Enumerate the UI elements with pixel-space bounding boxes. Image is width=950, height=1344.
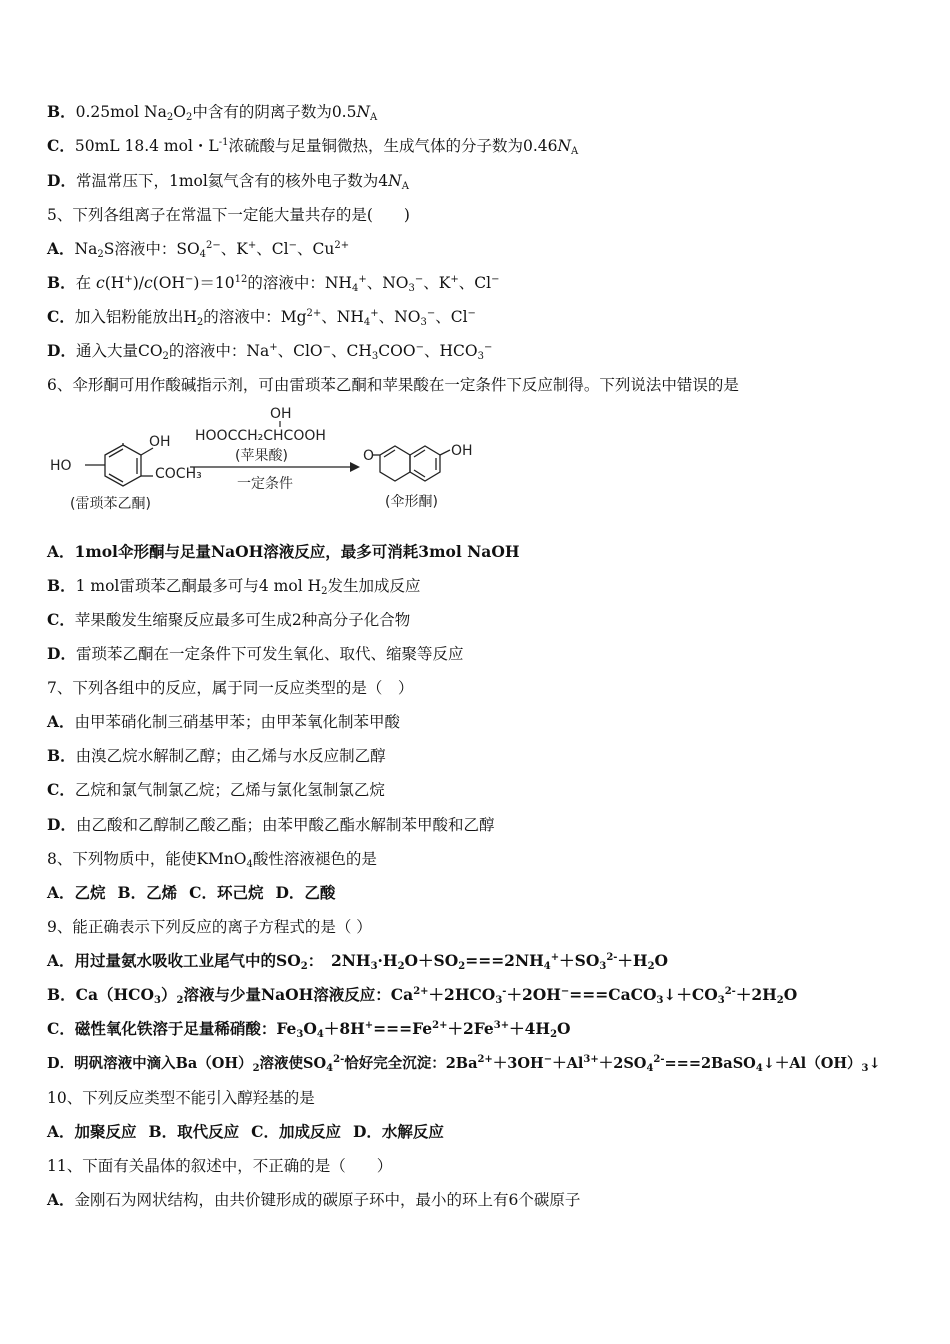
option-7a: A．由甲苯硝化制三硝基甲苯；由甲苯氧化制苯甲酸 <box>47 712 401 731</box>
question-6: 6、伞形酮可用作酸碱指示剂，可由雷琐苯乙酮和苹果酸在一定条件下反应制得。下列说法中错误的是 <box>47 376 739 394</box>
option-6c: C．苹果酸发生缩聚反应最多可生成2种高分子化合物 <box>47 610 411 629</box>
product-oh-label: OH <box>451 443 473 459</box>
question-9: 9、能正确表示下列反应的离子方程式的是（ ） <box>47 918 372 936</box>
reaction-scheme <box>45 400 495 525</box>
options-8: A．乙烷 B．乙烯 C．环己烷 D．乙酸 <box>47 883 336 902</box>
question-7: 7、下列各组中的反应，属于同一反应类型的是（ ） <box>47 679 414 697</box>
question-10: 10、下列反应类型不能引入醇羟基的是 <box>47 1089 315 1107</box>
option-5a: A．$Na_2S$溶液中：$SO_4^{2-}$、K+、Cl−、$Cu^{2+}$ <box>47 239 350 260</box>
reagent-oh-label: OH <box>270 406 292 422</box>
question-5: 5、下列各组离子在常温下一定能大量共存的是( ) <box>47 206 410 224</box>
option-9d: D．明矾溶液中滴入$Ba(OH)_2$溶液使$SO_4^{2-}$恰好完全沉淀：$2Ba^{2+}+3OH^-+Al^{3+}+2SO_4^{2-}===2BaSO_4↓+Al(OH)_3↓$ <box>47 1054 881 1074</box>
options-10: A．加聚反应 B．取代反应 C．加成反应 D．水解反应 <box>47 1122 444 1141</box>
option-5c: C．加入铝粉能放出$H_2$的溶液中：$Mg^{2+}$、$NH_4^+$、$NO_3^-$、Cl− <box>47 307 476 328</box>
option-7d: D．由乙酸和乙醇制乙酸乙酯；由苯甲酸乙酯水解制苯甲酸和乙醇 <box>47 815 495 834</box>
option-9a: A．用过量氨水吸收工业尾气中的$SO_2$： $2NH_3\cdot H_2O+SO_2===2NH_4^++SO_3^{2-}+H_2O$ <box>47 951 669 972</box>
reactant-coch3-label: COCH₃ <box>155 466 202 482</box>
question-8: 8、下列物质中，能使KMnO$_4$酸性溶液褪色的是 <box>47 850 377 870</box>
resacetophenone-structure <box>85 443 153 486</box>
option-5b: B．在 $c(H^+)/c(OH^-)=10^{12}$的溶液中：$NH_4^+$、$NO_3^-$、K+、Cl− <box>47 273 500 294</box>
option-9b: B．$Ca(HCO_3)_2$溶液与少量NaOH溶液反应：$Ca^{2+}+2HCO_3^-+2OH^-===CaCO_3↓+CO_3^{2-}+2H_2O$ <box>47 985 798 1006</box>
option-9c: C．磁性氧化铁溶于足量稀硝酸：$Fe_3O_4+8H^+===Fe^{2+}+2Fe^{3+}+4H_2O$ <box>47 1019 571 1040</box>
option-7c: C．乙烷和氯气制氯乙烷；乙烯与氯化氢制氯乙烷 <box>47 780 385 799</box>
option-4c: C．50mL 18.4 mol・$L^{-1}$浓硫酸与足量铜微热，生成气体的分子数为$0.46N_A$ <box>47 136 579 157</box>
reactant-oh-label: OH <box>149 434 171 450</box>
option-6d: D．雷琐苯乙酮在一定条件下可发生氧化、取代、缩聚等反应 <box>47 644 464 663</box>
product-name-label: (伞形酮) <box>385 494 438 510</box>
reactant-ho-label: HO <box>50 458 72 474</box>
option-4d: D．常温常压下，1mol氦气含有的核外电子数为$4N_A$ <box>47 171 409 192</box>
reaction-condition-label: 一定条件 <box>237 476 293 492</box>
reactant-name-label: (雷琐苯乙酮) <box>70 496 151 512</box>
umbelliferone-structure <box>372 446 450 481</box>
option-6a: A．1mol伞形酮与足量NaOH溶液反应，最多可消耗3mol NaOH <box>47 542 520 561</box>
arrow-head-icon <box>350 462 360 472</box>
option-4b: B．0.25mol $Na_2O_2$中含有的阴离子数为$0.5N_A$ <box>47 102 378 123</box>
option-6b: B．1 mol雷琐苯乙酮最多可与4 mol $H_2$发生加成反应 <box>47 576 421 597</box>
question-11: 11、下面有关晶体的叙述中，不正确的是（ ） <box>47 1157 393 1175</box>
reagent-formula-label: HOOCCH₂CHCOOH <box>195 428 326 444</box>
option-5d: D．通入大量$CO_2$的溶液中：Na+、ClO−、$CH_3COO^-$、$HCO_3^-$ <box>47 341 493 362</box>
option-7b: B．由溴乙烷水解制乙醇；由乙烯与水反应制乙醇 <box>47 746 386 765</box>
option-11a: A．金刚石为网状结构，由共价键形成的碳原子环中，最小的环上有6个碳原子 <box>47 1190 581 1209</box>
product-o-label: O <box>363 448 375 464</box>
reagent-name-label: (苹果酸) <box>235 448 288 464</box>
